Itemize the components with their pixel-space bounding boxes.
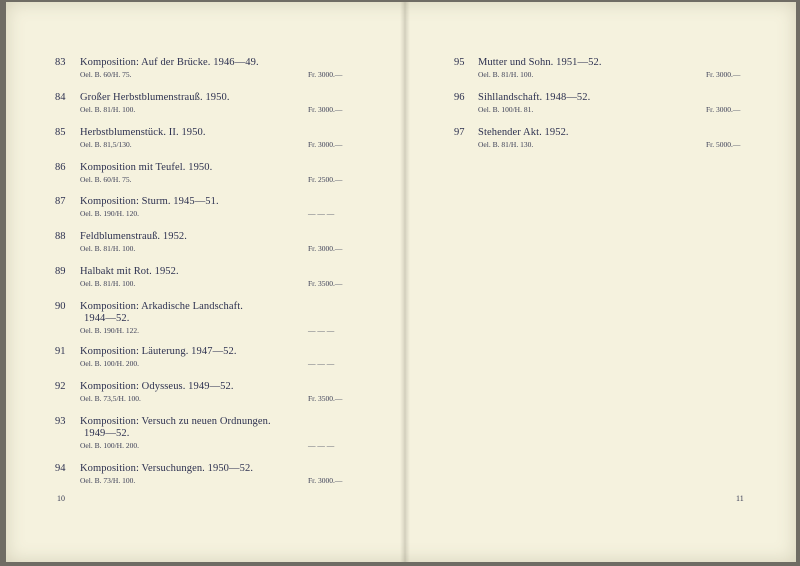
entry-number: 95 (454, 57, 465, 68)
right-page (410, 2, 796, 562)
entry-title: Komposition: Odysseus. 1949—52. (80, 381, 234, 392)
entry-number: 96 (454, 92, 465, 103)
entry-price: Fr. 3000.— (308, 70, 343, 79)
entry-title: Komposition: Versuchungen. 1950—52. (80, 463, 254, 474)
entry-title: Komposition: Arkadische Landschaft. (80, 301, 244, 312)
entry-price: Fr. 3500.— (308, 279, 343, 288)
entry-title: Großer Herbstblumenstrauß. 1950. (80, 92, 230, 103)
entry-price: — — — (308, 441, 335, 450)
entry-number: 83 (55, 57, 66, 68)
entry-medium-dimensions: Oel. B. 190/H. 120. (80, 209, 139, 218)
entry-number: 92 (55, 381, 66, 392)
entry-price: Fr. 3000.— (308, 476, 343, 485)
entry-title: Mutter und Sohn. 1951—52. (478, 57, 602, 68)
entry-title: Komposition mit Teufel. 1950. (80, 162, 213, 173)
entry-title: Feldblumenstrauß. 1952. (80, 231, 187, 242)
entry-price: Fr. 5000.— (706, 140, 741, 149)
entry-number: 87 (55, 196, 66, 207)
entry-medium-dimensions: Oel. B. 100/H. 81. (478, 105, 534, 114)
entry-medium-dimensions: Oel. B. 73,5/H. 100. (80, 394, 141, 403)
entry-medium-dimensions: Oel. B. 60/H. 75. (80, 70, 132, 79)
entry-title: Komposition: Läuterung. 1947—52. (80, 346, 237, 357)
entry-price: Fr. 3500.— (308, 394, 343, 403)
entry-title: Stehender Akt. 1952. (478, 127, 569, 138)
entry-price: Fr. 3000.— (706, 105, 741, 114)
entry-medium-dimensions: Oel. B. 81/H. 100. (80, 244, 136, 253)
book-gutter (400, 2, 410, 562)
entry-medium-dimensions: Oel. B. 73/H. 100. (80, 476, 136, 485)
entry-number: 93 (55, 416, 66, 427)
entry-title: Herbstblumenstück. II. 1950. (80, 127, 206, 138)
entry-number: 97 (454, 127, 465, 138)
entry-price: Fr. 3000.— (308, 244, 343, 253)
entry-medium-dimensions: Oel. B. 60/H. 75. (80, 175, 132, 184)
entry-number: 85 (55, 127, 66, 138)
left-page (6, 2, 400, 562)
entry-price: Fr. 3000.— (308, 140, 343, 149)
entry-title-continuation: 1944—52. (84, 313, 130, 324)
entry-number: 84 (55, 92, 66, 103)
entry-price: Fr. 2500.— (308, 175, 343, 184)
entry-price: Fr. 3000.— (308, 105, 343, 114)
entry-price: — — — (308, 359, 335, 368)
entry-medium-dimensions: Oel. B. 81/H. 100. (80, 279, 136, 288)
entry-title: Halbakt mit Rot. 1952. (80, 266, 179, 277)
entry-title: Komposition: Versuch zu neuen Ordnungen. (80, 416, 271, 427)
entry-number: 90 (55, 301, 66, 312)
catalog-spread (6, 2, 796, 562)
entry-price: — — — (308, 326, 335, 335)
entry-price: Fr. 3000.— (706, 70, 741, 79)
entry-medium-dimensions: Oel. B. 100/H. 200. (80, 441, 139, 450)
entry-medium-dimensions: Oel. B. 81/H. 100. (80, 105, 136, 114)
page-number: 11 (736, 494, 744, 503)
entry-medium-dimensions: Oel. B. 81/H. 100. (478, 70, 534, 79)
entry-title: Sihllandschaft. 1948—52. (478, 92, 591, 103)
page-number: 10 (57, 494, 65, 503)
entry-number: 88 (55, 231, 66, 242)
entry-number: 89 (55, 266, 66, 277)
entry-title: Komposition: Sturm. 1945—51. (80, 196, 219, 207)
entry-medium-dimensions: Oel. B. 81,5/130. (80, 140, 132, 149)
entry-number: 86 (55, 162, 66, 173)
entry-medium-dimensions: Oel. B. 81/H. 130. (478, 140, 534, 149)
entry-title-continuation: 1949—52. (84, 428, 130, 439)
entry-number: 91 (55, 346, 66, 357)
entry-medium-dimensions: Oel. B. 190/H. 122. (80, 326, 139, 335)
entry-price: — — — (308, 209, 335, 218)
entry-number: 94 (55, 463, 66, 474)
entry-title: Komposition: Auf der Brücke. 1946—49. (80, 57, 259, 68)
entry-medium-dimensions: Oel. B. 100/H. 200. (80, 359, 139, 368)
